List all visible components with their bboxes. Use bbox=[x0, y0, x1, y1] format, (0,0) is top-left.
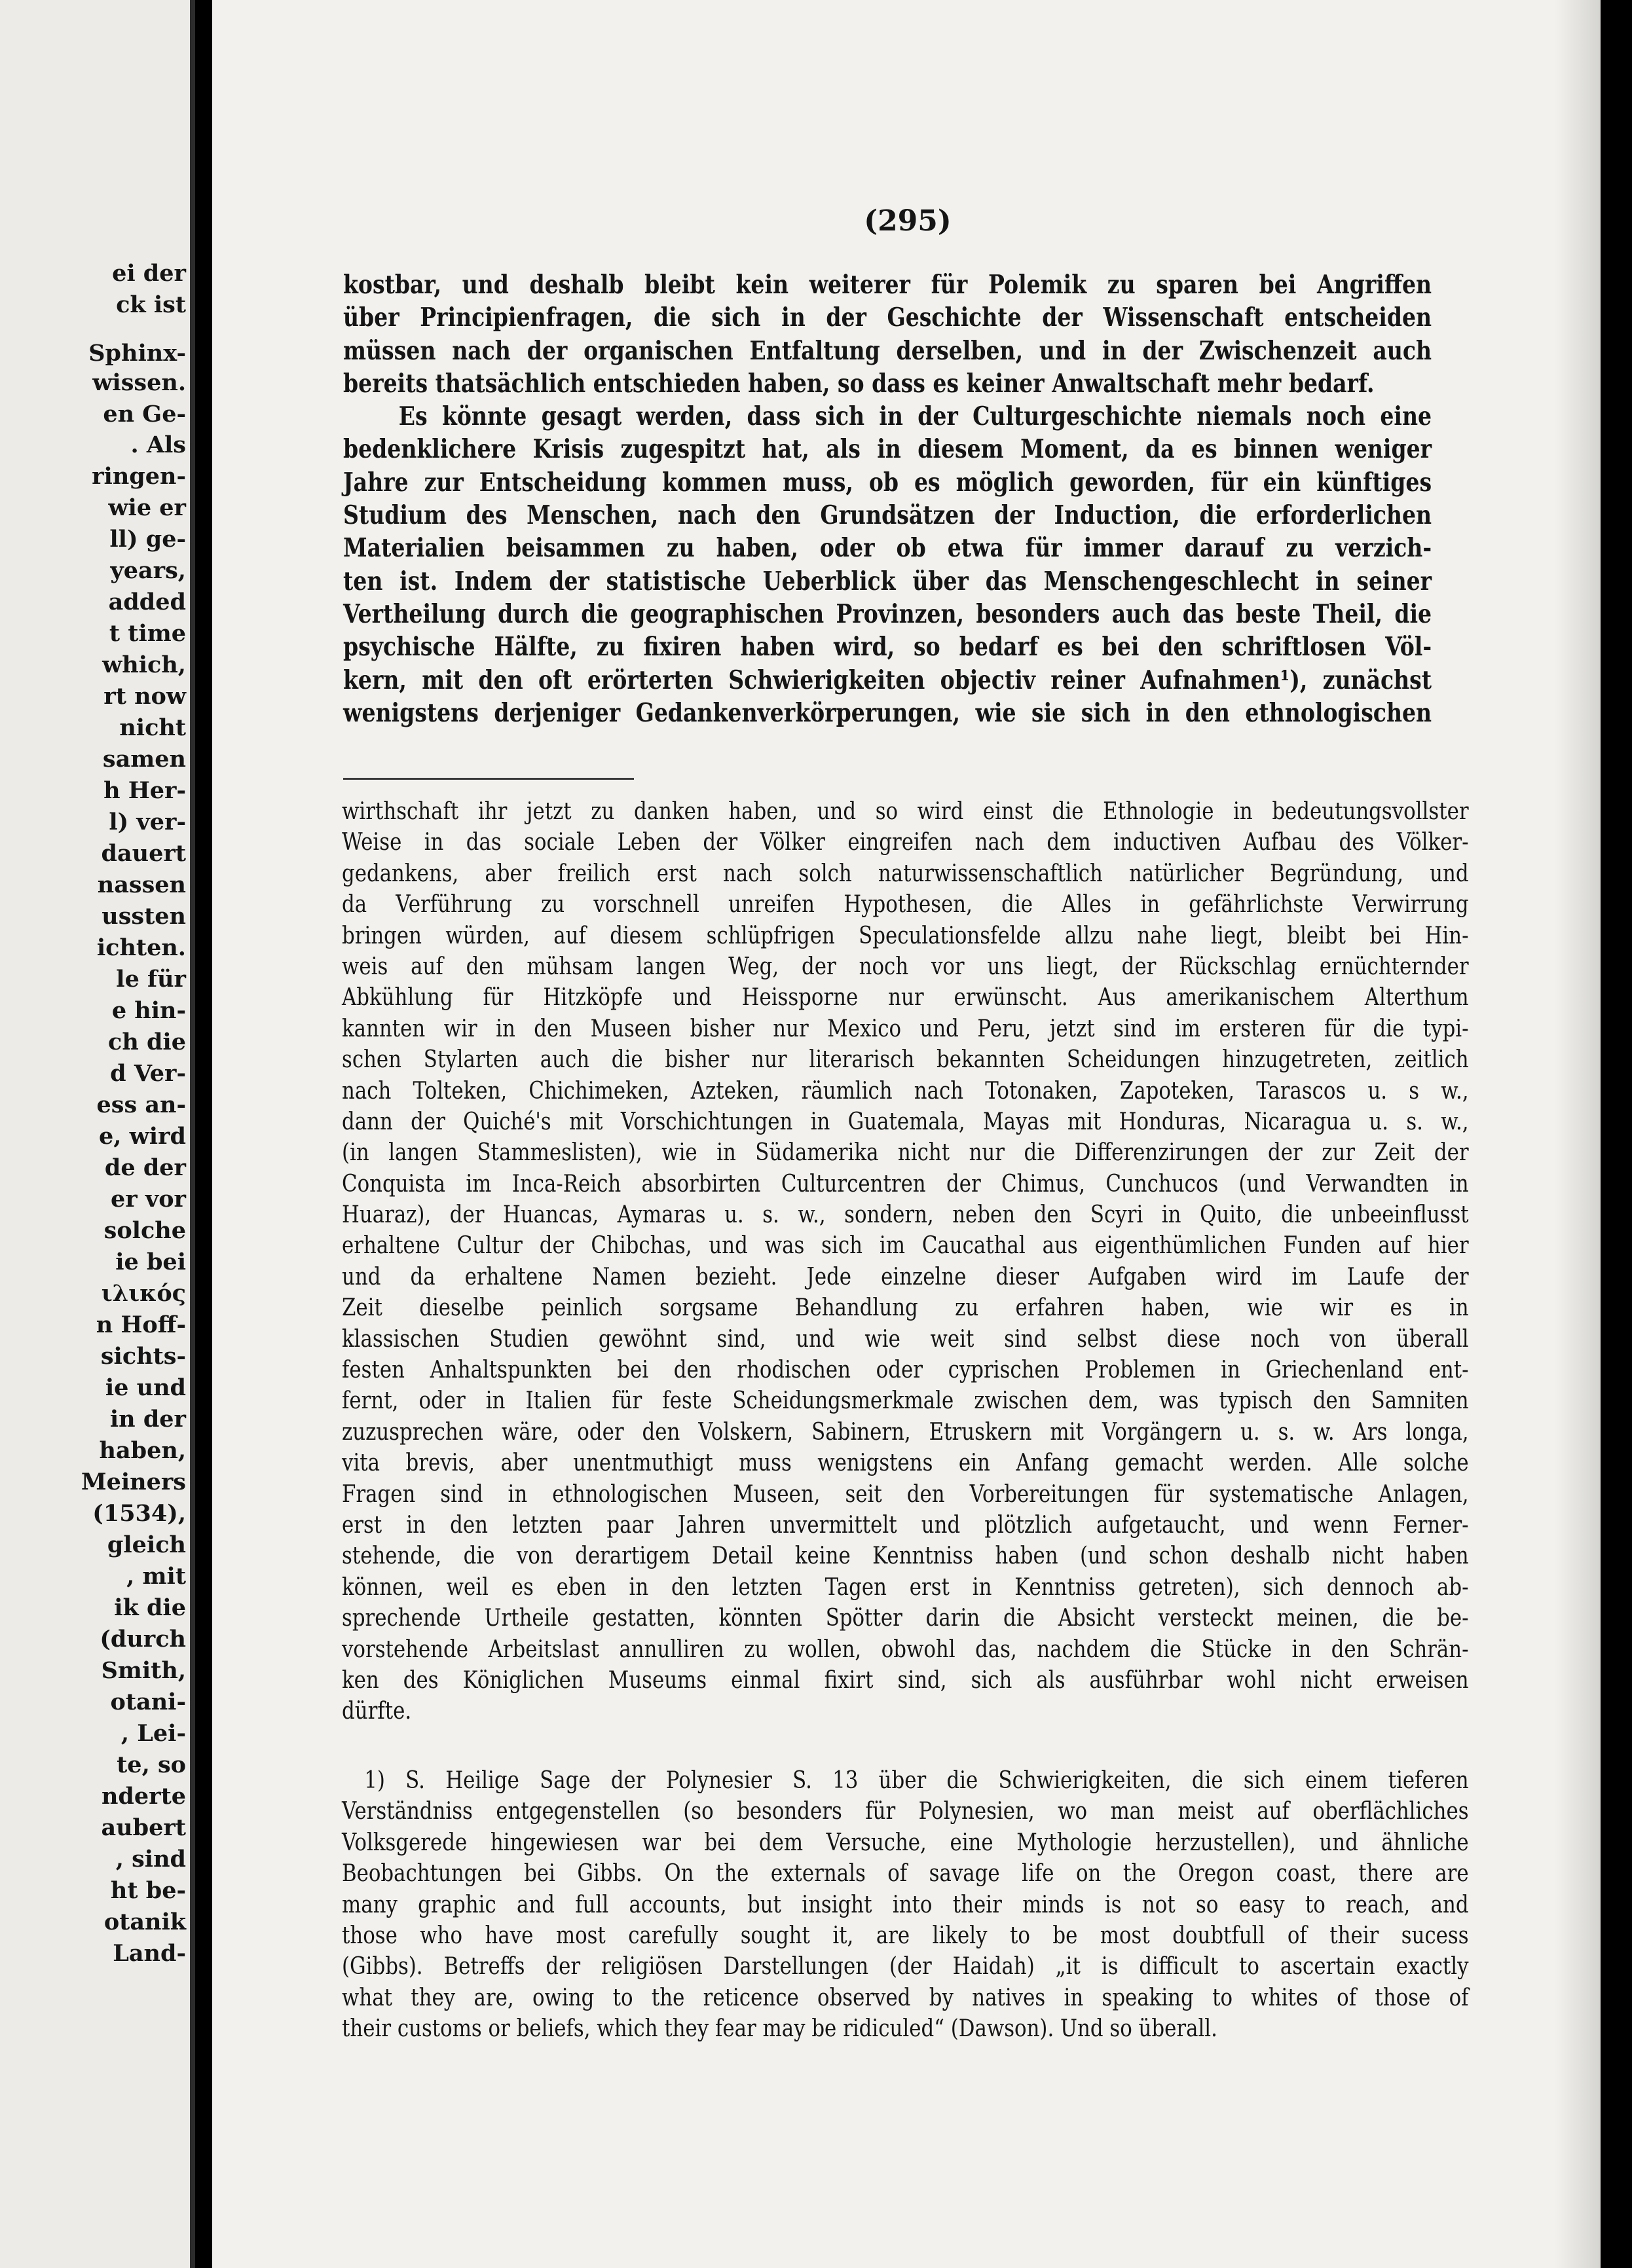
left-page-line: (1534), bbox=[92, 1500, 186, 1527]
footnote-line: Beobachtungen bei Gibbs. On the externals of savage life on the Oregon coast, there are bbox=[342, 1860, 1469, 1888]
left-page-line: which, bbox=[102, 651, 186, 678]
left-page-line: wissen. bbox=[92, 369, 186, 396]
main-line: Jahre zur Entscheidung kommen muss, ob es möglich geworden, für ein künftiges bbox=[343, 467, 1432, 498]
left-page-line: ik die bbox=[114, 1594, 186, 1621]
footnote-line: dürfte. bbox=[342, 1698, 412, 1725]
left-page-fragment bbox=[0, 0, 195, 2268]
left-page-line: otani- bbox=[110, 1689, 186, 1715]
main-line: kern, mit den oft erörterten Schwierigkeiten objectiv reiner Aufnahmen¹), zunächst bbox=[343, 665, 1432, 695]
left-page-line: e hin- bbox=[111, 997, 186, 1024]
footnote-line: wirthschaft ihr jetzt zu danken haben, und so wird einst die Ethnologie in bedeutungsvollster bbox=[342, 798, 1469, 825]
footnote-line: Conquista im Inca-Reich absorbirten Culturcentren der Chimus, Cunchucos (und Verwandten in bbox=[342, 1170, 1469, 1198]
left-page-line: ie bei bbox=[115, 1249, 186, 1275]
footnote-separator bbox=[343, 778, 634, 780]
footnote-line: what they are, owing to the reticence observed by natives in speaking to whites of those of bbox=[342, 1984, 1469, 2011]
left-page-line: rt now bbox=[103, 683, 186, 710]
footnote-line: festen Anhaltspunkten bei den rhodischen oder cyprischen Problemen in Griechenland ent- bbox=[342, 1357, 1469, 1384]
left-page-line: years, bbox=[110, 557, 186, 584]
page-gutter bbox=[190, 0, 195, 2268]
footnote-line: nach Tolteken, Chichimeken, Azteken, räumlich nach Totonaken, Zapoteken, Tarascos u. s w., bbox=[342, 1077, 1469, 1105]
footnote-line: vorstehende Arbeitslast annulliren zu wollen, obwohl das, nachdem die Stücke in den Schrän- bbox=[342, 1636, 1469, 1663]
left-page-line: gleich bbox=[107, 1531, 186, 1558]
left-page-line: h Her- bbox=[103, 777, 186, 804]
main-line: Materialien beisammen zu haben, oder ob etwa für immer darauf zu verzich- bbox=[343, 533, 1432, 564]
footnote-line: many graphic and full accounts, but insight into their minds is not so easy to reach, and bbox=[342, 1891, 1469, 1918]
left-page-line: solche bbox=[103, 1217, 186, 1244]
footnote-continuation bbox=[342, 796, 1469, 1727]
main-line: müssen nach der organischen Entfaltung derselben, und in der Zwischenzeit auch bbox=[343, 335, 1432, 366]
left-page-line: te, so bbox=[117, 1751, 186, 1778]
left-page-line: samen bbox=[102, 746, 186, 773]
footnote-line: vita brevis, aber unentmuthigt muss wenigstens ein Anfang gemacht werden. Alle solche bbox=[342, 1450, 1469, 1477]
left-page-line: ie und bbox=[105, 1374, 186, 1401]
left-page-line: . Als bbox=[130, 431, 186, 458]
left-page-line: , Lei- bbox=[121, 1720, 186, 1747]
left-page-line: otanik bbox=[103, 1909, 186, 1935]
footnote-line: Volksgerede hingewiesen war bei dem Versuche, eine Mythologie herzustellen), und ähnliche bbox=[342, 1829, 1469, 1856]
footnote-line: sprechende Urtheile gestatten, könnten Spötter darin die Absicht versteckt meinen, die be- bbox=[342, 1605, 1469, 1632]
left-page-line: Land- bbox=[113, 1940, 186, 1967]
left-page-line: ringen- bbox=[92, 463, 186, 490]
footnote-line: Fragen sind in ethnologischen Museen, seit den Vorbereitungen für systematische Anlagen, bbox=[342, 1480, 1469, 1508]
main-line: psychische Hälfte, zu fixiren haben wird, so bedarf es bei den schriftlosen Völ- bbox=[343, 632, 1432, 663]
footnote-line: (Gibbs). Betreffs der religiösen Darstellungen (der Haidah) „it is difficult to ascertain exactly bbox=[342, 1953, 1469, 1981]
left-page-line: ck ist bbox=[116, 291, 186, 318]
footnote-line: bringen würden, auf diesem schlüpfrigen Speculationsfelde allzu nahe liegt, bleibt bei Hin- bbox=[342, 922, 1469, 949]
main-line: über Principienfragen, die sich in der Geschichte der Wissenschaft entscheiden bbox=[343, 302, 1432, 333]
left-page-line: nderte bbox=[101, 1783, 186, 1810]
footnote-line: gedankens, aber freilich erst nach solch naturwissenschaftlich natürlicher Begründung, und bbox=[342, 860, 1469, 887]
document-page bbox=[212, 0, 1601, 2268]
left-page-line: de der bbox=[104, 1154, 186, 1181]
left-page-line: l) ver- bbox=[109, 809, 186, 835]
footnote-line: kannten wir in den Museen bisher nur Mexico und Peru, jetzt sind im ersteren für die typi- bbox=[342, 1015, 1469, 1042]
main-line: Studium des Menschen, nach den Grundsätzen der Induction, die erforderlichen bbox=[343, 500, 1432, 531]
left-page-line: Smith, bbox=[101, 1657, 186, 1684]
left-page-line: nicht bbox=[119, 714, 186, 741]
left-page-line: d Ver- bbox=[110, 1060, 186, 1087]
left-page-line: er vor bbox=[110, 1186, 186, 1213]
footnote-line: ken des Königlichen Museums einmal fixirt sind, sich als ausführbar wohl nicht erweisen bbox=[342, 1666, 1469, 1694]
footnote-line: Abkühlung für Hitzköpfe und Heissporne nur erwünscht. Aus amerikanischem Alterthum bbox=[342, 984, 1469, 1012]
left-page-line: in der bbox=[109, 1406, 186, 1433]
left-page-line: Meiners bbox=[81, 1469, 186, 1495]
footnote-line: 1) S. Heilige Sage der Polynesier S. 13 über die Schwierigkeiten, die sich einem tieferen bbox=[364, 1767, 1469, 1794]
footnote-line: Zeit dieselbe peinlich sorgsame Behandlung zu erfahren haben, wie wir es in bbox=[342, 1294, 1469, 1322]
main-line: kostbar, und deshalb bleibt kein weiterer für Polemik zu sparen bei Angriffen bbox=[343, 270, 1432, 300]
left-page-line: (durch bbox=[100, 1626, 186, 1653]
footnote-line: da Verführung zu vorschnell unreifen Hypothesen, die Alles in gefährlichste Verwirrung bbox=[342, 891, 1469, 919]
main-line: bereits thatsächlich entschieden haben, so dass es keiner Anwaltschaft mehr bedarf. bbox=[343, 368, 1375, 399]
left-page-line: t time bbox=[109, 620, 186, 647]
footnote-line: erhaltene Cultur der Chibchas, und was sich im Caucathal aus eigenthümlichen Funden auf hier bbox=[342, 1232, 1469, 1260]
left-page-line: e, wird bbox=[99, 1123, 186, 1150]
footnote-line: erst in den letzten paar Jahren unvermittelt und plötzlich aufgetaucht, und wenn Ferner- bbox=[342, 1511, 1469, 1539]
left-page-line: wie er bbox=[108, 494, 186, 521]
footnote-1 bbox=[342, 1765, 1469, 2045]
left-page-line: Sphinx- bbox=[88, 340, 186, 367]
main-line: Es könnte gesagt werden, dass sich in der Culturgeschichte niemals noch eine bbox=[398, 401, 1432, 432]
left-page-line: aubert bbox=[101, 1814, 186, 1841]
footnote-line: zuzusprechen wäre, oder den Volskern, Sabinern, Etruskern mit Vorgängern u. s. w. Ars longa, bbox=[342, 1418, 1469, 1446]
footnote-line: those who have most carefully sought it, are likely to be most doubtfull of their sucess bbox=[342, 1922, 1469, 1949]
left-page-line: le für bbox=[116, 966, 186, 993]
left-page-line: ussten bbox=[102, 903, 186, 930]
main-text-block bbox=[343, 268, 1432, 729]
page-edge-shadow bbox=[1555, 0, 1601, 2268]
left-page-line: added bbox=[108, 589, 186, 615]
footnote-line: weis auf den mühsam langen Weg, der noch vor uns liegt, der Rückschlag ernüchternder bbox=[342, 953, 1469, 980]
main-line: wenigstens derjeniger Gedankenverkörperungen, wie sie sich in den ethnologischen bbox=[343, 697, 1432, 728]
footnote-line: können, weil es eben in den letzten Tagen erst in Kenntniss getreten), sich dennoch ab- bbox=[342, 1573, 1469, 1601]
left-page-line: en Ge- bbox=[103, 401, 186, 428]
left-page-line: ch die bbox=[108, 1029, 186, 1055]
left-page-line: ιλικός bbox=[101, 1280, 186, 1307]
page-number: (295) bbox=[864, 204, 952, 238]
left-page-line: ei der bbox=[112, 260, 186, 287]
footnote-line: their customs or beliefs, which they fear may be ridiculed“ (Dawson). Und so überall. bbox=[342, 2015, 1217, 2043]
left-page-line: ichten. bbox=[96, 934, 186, 961]
main-line: ten ist. Indem der statistische Ueberblick über das Menschengeschlecht in seiner bbox=[343, 566, 1432, 596]
left-page-line: ll) ge- bbox=[109, 526, 186, 553]
footnote-line: Weise in das sociale Leben der Völker eingreifen nach dem inductiven Aufbau des Völker- bbox=[342, 829, 1469, 856]
footnote-line: stehende, die von derartigem Detail keine Kenntniss haben (und schon deshalb nicht haben bbox=[342, 1543, 1469, 1570]
left-page-line: sichts- bbox=[100, 1343, 186, 1370]
footnote-line: Verständniss entgegenstellen (so besonders für Polynesien, wo man meist auf oberflächliches bbox=[342, 1798, 1469, 1825]
left-page-line: ht be- bbox=[110, 1877, 186, 1904]
footnote-line: (in langen Stammeslisten), wie in Südamerika nicht nur die Differenzirungen der zur Zeit der bbox=[342, 1139, 1469, 1167]
left-page-line: n Hoff- bbox=[96, 1311, 186, 1338]
footnote-line: dann der Quiché's mit Vorschichtungen in Guatemala, Mayas mit Honduras, Nicaragua u. s. w., bbox=[342, 1108, 1469, 1135]
footnote-line: fernt, oder in Italien für feste Scheidungsmerkmale zwischen dem, was typisch den Samniten bbox=[342, 1387, 1469, 1415]
main-line: Vertheilung durch die geographischen Provinzen, besonders auch das beste Theil, die bbox=[343, 598, 1432, 629]
left-page-line: , sind bbox=[115, 1846, 186, 1873]
footnote-line: Huaraz), der Huancas, Aymaras u. s. w., sondern, neben den Scyri in Quito, die unbeeinflusst bbox=[342, 1201, 1469, 1229]
footnote-line: und da erhaltene Namen bezieht. Jede einzelne dieser Aufgaben wird im Laufe der bbox=[342, 1263, 1469, 1290]
main-line: bedenklichere Krisis zugespitzt hat, als in diesem Moment, da es binnen weniger bbox=[343, 434, 1432, 465]
left-page-line: dauert bbox=[101, 840, 186, 867]
footnote-line: schen Stylarten auch die bisher nur literarisch bekannten Scheidungen hinzugetreten, zeitlich bbox=[342, 1046, 1469, 1074]
left-page-line: ess an- bbox=[96, 1091, 186, 1118]
footnote-line: klassischen Studien gewöhnt sind, und wie weit sind selbst diese noch von überall bbox=[342, 1325, 1469, 1353]
left-page-line: nassen bbox=[97, 871, 186, 898]
left-page-line: haben, bbox=[99, 1437, 186, 1464]
left-page-line: , mit bbox=[126, 1563, 186, 1590]
